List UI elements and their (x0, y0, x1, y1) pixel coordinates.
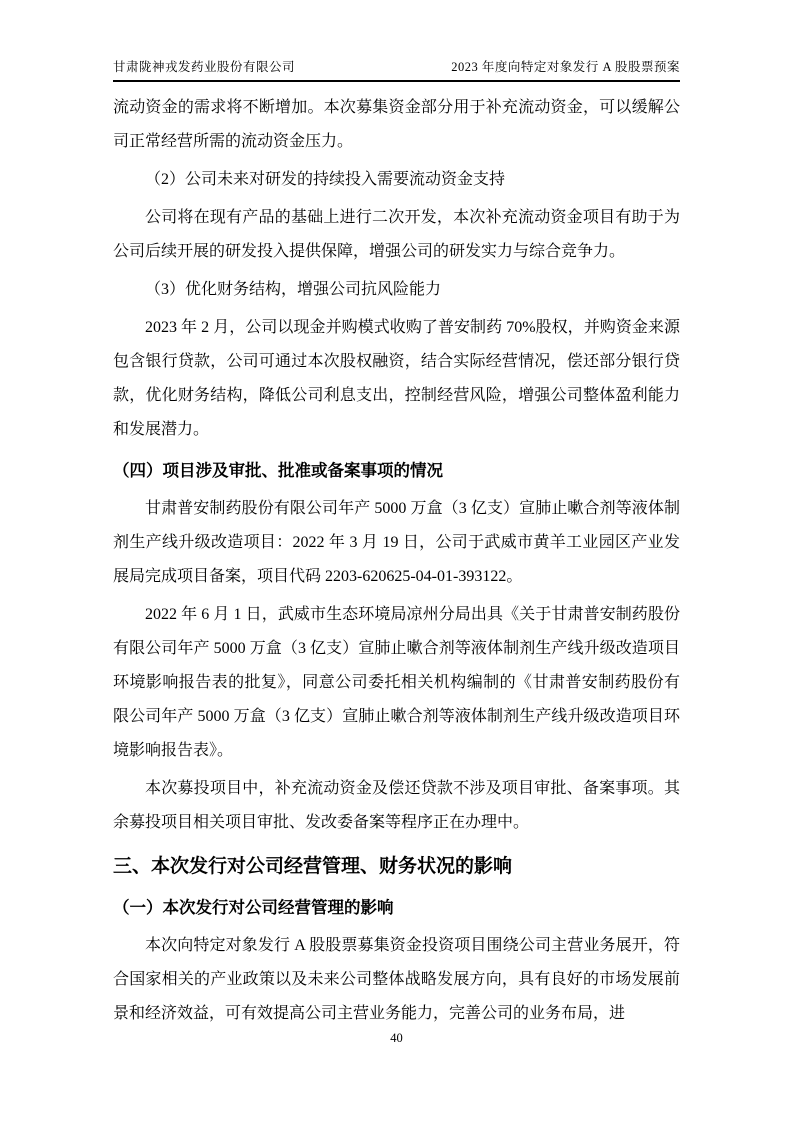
paragraph: 本次募投项目中，补充流动资金及偿还贷款不涉及项目审批、备案事项。其余募投项目相关项目审批、发改委备案等程序正在办理中。 (113, 780, 680, 831)
paragraph: 甘肃普安制药股份有限公司年产 5000 万盒（3 亿支）宣肺止嗽合剂等液体制剂生产线升级改造项目：2022 年 3 月 19 日，公司于武威市黄羊工业园区产业发展局完成项目备案，项目代码 2203-620625-04-01-393122。 (113, 500, 680, 585)
header-document-title: 2023 年度向特定对象发行 A 股股票预案 (451, 60, 680, 74)
paragraph: 2023 年 2 月，公司以现金并购模式收购了普安制药 70%股权，并购资金来源包含银行贷款，公司可通过本次股权融资，结合实际经营情况，偿还部分银行贷款，优化财务结构，降低公司利息支出，控制经营风险，增强公司整体盈利能力和发展潜力。 (113, 319, 680, 438)
subsection-heading: （四）项目涉及审批、批准或备案事项的情况 (113, 462, 443, 480)
paragraph: 公司将在现有产品的基础上进行二次开发，本次补充流动资金项目有助于为公司后续开展的研发投入提供保障，增强公司的研发实力与综合竞争力。 (113, 209, 680, 260)
page-header (113, 0, 680, 82)
paragraph: 本次向特定对象发行 A 股股票募集资金投资项目围绕公司主营业务展开，符合国家相关的产业政策以及未来公司整体战略发展方向，具有良好的市场发展前景和经济效益，可有效提高公司主营业务能力，完善公司的业务布局，进 (113, 937, 680, 1022)
numbered-item-heading: （2）公司未来对研发的持续投入需要流动资金支持 (145, 171, 506, 188)
subsection-heading: （一）本次发行对公司经营管理的影响 (113, 899, 394, 917)
section-heading: 三、本次发行对公司经营管理、财务状况的影响 (113, 856, 513, 877)
paragraph-continuation: 流动资金的需求将不断增加。本次募集资金部分用于补充流动资金，可以缓解公司正常经营所需的流动资金压力。 (113, 99, 680, 150)
numbered-item-heading: （3）优化财务结构，增强公司抗风险能力 (145, 281, 442, 298)
header-company-name: 甘肃陇神戎发药业股份有限公司 (113, 60, 296, 74)
page-number: 40 (390, 1031, 403, 1045)
page-footer (0, 1029, 793, 1122)
paragraph: 2022 年 6 月 1 日，武威市生态环境局凉州分局出具《关于甘肃普安制药股份有限公司年产 5000 万盒（3 亿支）宣肺止嗽合剂等液体制剂生产线升级改造项目环境影响报告表的批复》，同意公司委托相关机构编制的《甘肃普安制药股份有限公司年产 5000 万盒（3 亿支）宣肺止嗽合剂等液体制剂生产线升级改造项目环境影响报告表》。 (113, 606, 680, 759)
document-body (113, 82, 680, 1031)
